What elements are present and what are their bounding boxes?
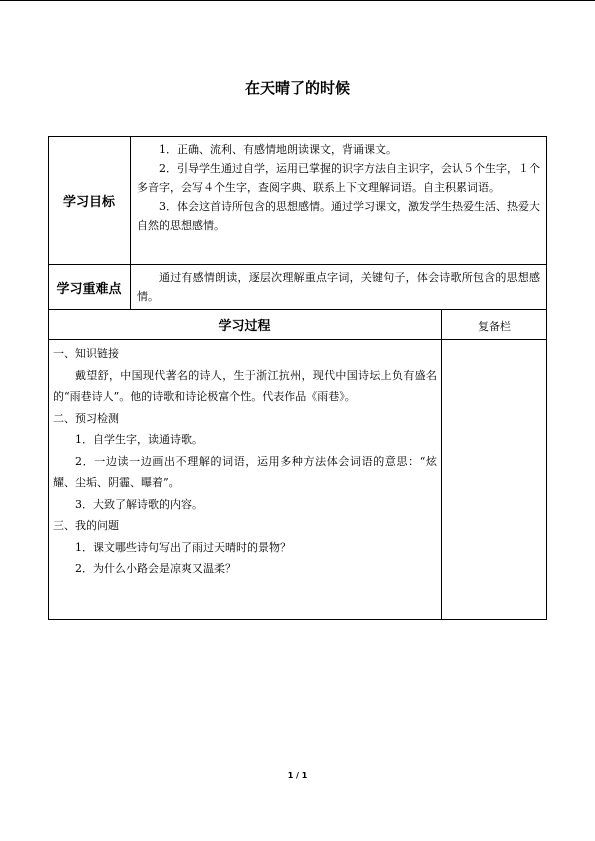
page-title: 在天晴了的时候 [244, 79, 350, 97]
objective-item-3: 3．体会这首诗所包含的思想感情。通过学习课文，激发学生热爱生活、热爱大自然的思想感情。 [137, 200, 540, 232]
question-item-1: 1．课文哪些诗句写出了雨过天晴时的景物？ [75, 540, 291, 554]
question-item-2: 2．为什么小路会是凉爽又温柔？ [75, 562, 236, 575]
objectives-label: 学习目标 [62, 194, 115, 210]
objectives-content [137, 140, 540, 263]
section-heading-knowledge: 一、知识链接 [53, 347, 119, 360]
knowledge-text: 戴望舒，中国现代著名的诗人，生于浙江抗州，现代中国诗坛上负有盛名的“雨巷诗人”。他的诗歌和诗论极富个性。代表作品《雨巷》。 [53, 368, 437, 403]
preview-item-1: 1．自学生字，读通诗歌。 [75, 433, 203, 446]
section-heading-questions: 三、我的问题 [53, 519, 119, 532]
preview-item-3: 3．大致了解诗歌的内容。 [75, 497, 203, 511]
page-number: 1 / 1 [287, 771, 308, 780]
section-heading-preview: 二、预习检测 [53, 411, 119, 425]
process-body [53, 343, 437, 617]
process-header: 学习过程 [218, 319, 271, 334]
preview-item-2: 2．一边读一边画出不理解的词语，运用多种方法体会词语的意思：“炫耀、尘垢、阴霾、曝着”。 [53, 454, 437, 489]
objective-item-2: 2．引导学生通过自学，运用已掌握的识字方法自主识字，会认５个生字，１个多音字，会写４个生字，查阅字典、联系上下文理解词语。自主积累词语。 [137, 162, 540, 194]
key-points-label: 学习重难点 [56, 281, 122, 297]
objective-item-1: 1．正确、流利、有感情地朗读课文，背诵课文。 [159, 143, 397, 156]
notes-header: 复备栏 [478, 320, 511, 333]
label-column-divider [130, 136, 131, 309]
key-points-content [137, 268, 540, 308]
notes-column-body [442, 340, 546, 619]
key-points-text: 通过有感情朗读，逐层次理解重点字词，关键句子，体会诗歌所包含的思想感情。 [137, 271, 540, 303]
top-rule [0, 0, 595, 1]
